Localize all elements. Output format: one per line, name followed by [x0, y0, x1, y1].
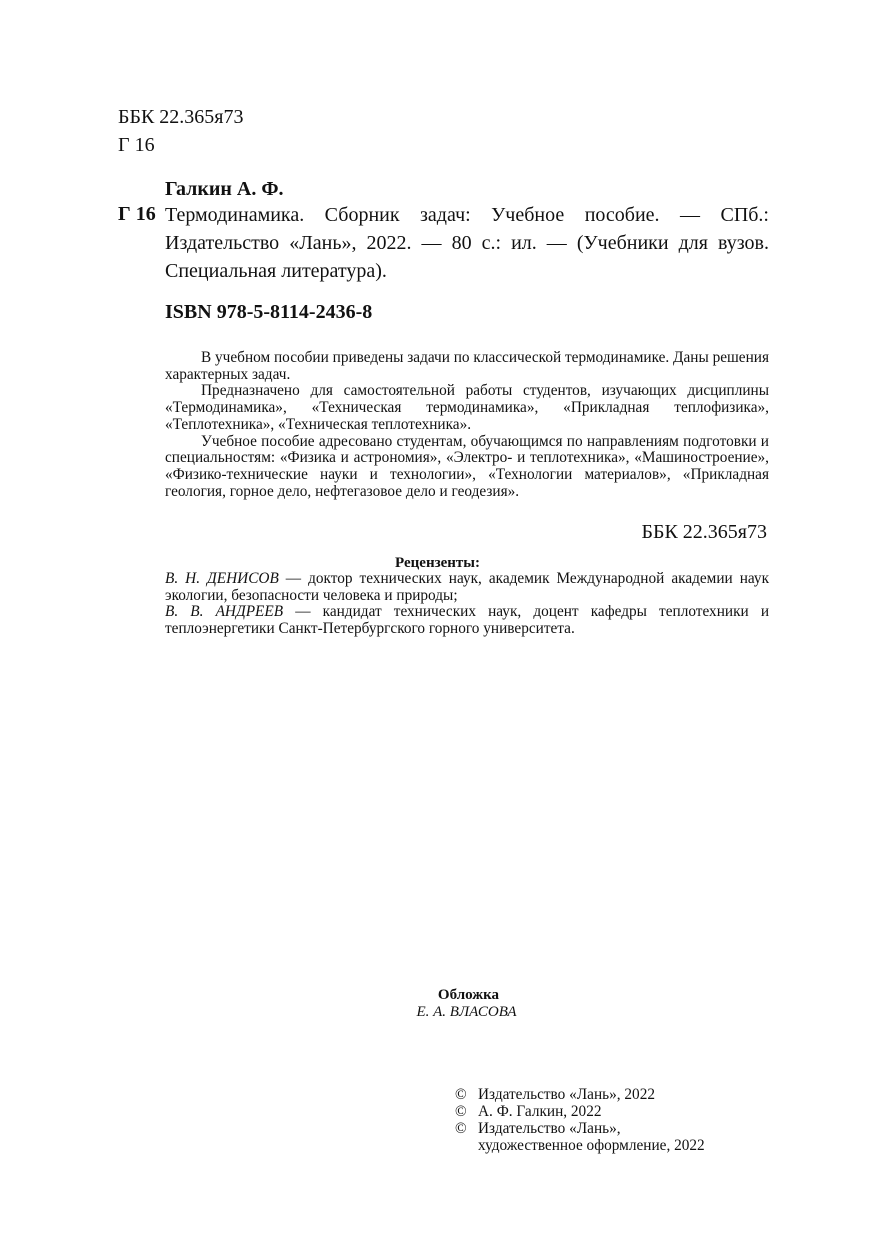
- bibliographic-description: Термодинамика. Сборник задач: Учебное пособие. — СПб.: Издательство «Лань», 2022. — 80 с.: ил. — (Учебники для вузов. Специальная литература).: [165, 204, 769, 282]
- reviewer-name: В. В. АНДРЕЕВ: [165, 603, 284, 621]
- copyright-line: [455, 1103, 705, 1120]
- reviewers-title: Рецензенты:: [395, 555, 480, 571]
- copyright-text: А. Ф. Галкин, 2022: [478, 1103, 602, 1120]
- copyright-icon: ©: [455, 1120, 467, 1137]
- copyright-text: Издательство «Лань», 2022: [478, 1086, 656, 1103]
- annotation-paragraph: В учебном пособии приведены задачи по классической термодинамике. Даны решения характерных задач.: [165, 349, 769, 383]
- copyright-line: [455, 1086, 705, 1103]
- reviewer-name: В. Н. ДЕНИСОВ: [165, 570, 279, 587]
- reviewers-list: [165, 571, 769, 638]
- reviewer-entry: [165, 604, 769, 637]
- copyright-icon: ©: [455, 1086, 467, 1103]
- cover-designer: Е. А. ВЛАСОВА: [416, 1004, 517, 1020]
- cover-title: Обложка: [437, 987, 500, 1003]
- annotation: [165, 350, 769, 500]
- author-mark: Г 16: [118, 134, 155, 156]
- annotation-paragraph: Учебное пособие адресовано студентам, обучающимся по направлениям подготовки и специальностям: «Физика и астрономия», «Электро- и теплотехника», «Машиностроение», «Физико-технические науки и технологии», «Технологии материалов», «Прикладная геология, горное дело, нефтегазовое дело и геодезия».: [165, 432, 769, 500]
- copyright-block: [455, 1086, 705, 1154]
- reviewer-entry: [165, 571, 769, 604]
- bbk-top-block: [118, 103, 244, 159]
- reviewer-description: — кандидат технических наук, доцент кафедры теплотехники и теплоэнергетики Санкт-Петербургского горного университета.: [165, 603, 770, 638]
- bbk-index-right: ББК 22.365я73: [641, 521, 767, 543]
- entry-code: Г 16: [118, 203, 156, 225]
- copyright-icon: ©: [455, 1103, 467, 1120]
- bbk-index: ББК 22.365я73: [118, 106, 244, 128]
- copyright-line: [455, 1120, 705, 1137]
- copyright-line-continued: художественное оформление, 2022: [478, 1137, 705, 1154]
- annotation-paragraph: Предназначено для самостоятельной работы студентов, изучающих дисциплины «Термодинамика», «Техническая термодинамика», «Прикладная теплофизика», «Теплотехника», «Техническая теплотехника».: [165, 382, 769, 433]
- reviewer-description: — доктор технических наук, академик Международной академии наук экологии, безопасности человека и природы;: [165, 570, 770, 604]
- copyright-text: Издательство «Лань»,: [478, 1120, 621, 1137]
- author-name: Галкин А. Ф.: [165, 178, 284, 200]
- isbn: ISBN 978-5-8114-2436-8: [165, 301, 373, 323]
